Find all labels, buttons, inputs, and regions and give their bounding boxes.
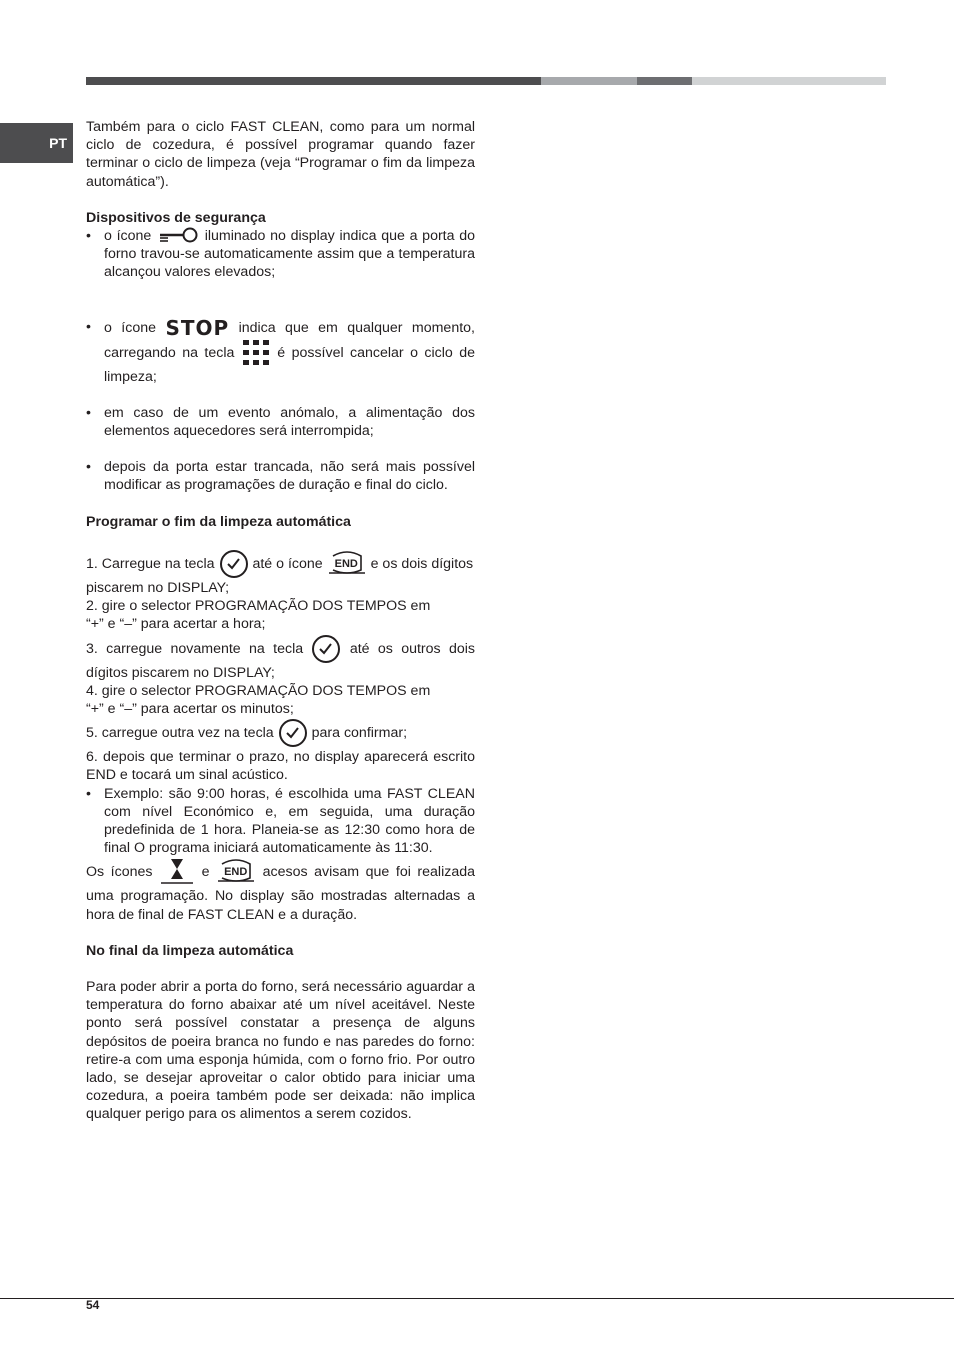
end-icon: END bbox=[216, 858, 256, 886]
step-1: 1. Carregue na tecla até o ícone END e os dois dígitos piscarem no DISPLAY; bbox=[86, 549, 475, 597]
header-bar-light bbox=[541, 77, 637, 85]
hourglass-icon bbox=[159, 857, 195, 887]
intro-paragraph: Também para o ciclo FAST CLEAN, como para um normal ciclo de cozedura, é possível programar quando fazer terminar o ciclo de limpeza (veja “Programar o fim da limpeza automática”). bbox=[86, 119, 475, 190]
step-5: 5. carregue outra vez na tecla para confirmar; bbox=[86, 718, 475, 748]
final-heading: No final da limpeza automática bbox=[86, 942, 294, 959]
step-2b: “+” e “–” para acertar a hora; bbox=[86, 616, 266, 633]
final-paragraph: Para poder abrir a porta do forno, será necessário aguardar a temperatura do forno abaixar até um nível aceitável. Neste ponto será possível constatar a presença de alguns depósitos de poeira branca no fundo e nas paredes do forno: retire-a com uma esponja húmida, com o forno frio. Por outro lado, se desejar aproveitar o calor obtido para iniciar uma cozedura, a poeira também pode ser deixada: não implica qualquer perigo para os alimentos a serem cozidos. bbox=[86, 978, 475, 1123]
language-tab-label: PT bbox=[49, 135, 67, 151]
language-tab bbox=[0, 123, 73, 163]
step-4a: 4. gire o selector PROGRAMAÇÃO DOS TEMPOS em bbox=[86, 682, 431, 699]
key-icon bbox=[156, 227, 200, 245]
keypad-icon bbox=[241, 338, 271, 368]
end-icon: END bbox=[327, 550, 367, 578]
header-bar-mid bbox=[637, 77, 692, 85]
safety-bullet-key: • o ícone iluminado no display indica que a porta do forno travou-se automaticamente assim que a temperatura alcançou valores elevados; bbox=[86, 227, 475, 282]
safety-bullet-lock: • depois da porta estar trancada, não será mais possível modificar as programações de duração e final do ciclo. bbox=[86, 458, 475, 494]
stop-icon: STOP bbox=[165, 315, 230, 340]
header-bar-pale bbox=[692, 77, 886, 85]
safety-heading: Dispositivos de segurança bbox=[86, 209, 266, 226]
step-6: 6. depois que terminar o prazo, no display aparecerá escrito END e tocará um sinal acústico. bbox=[86, 749, 475, 784]
clock-icon bbox=[311, 634, 341, 664]
example-bullet: • Exemplo: são 9:00 horas, é escolhida uma FAST CLEAN com nível Económico e, em seguida, uma duração predefinida de 1 hora. Planeia-se as 12:30 como hora de final O programa iniciará automaticamente às 11:30. bbox=[86, 785, 475, 858]
icons-note: Os ícones e END acesos avisam que foi realizada uma programação. No display são mostradas alternadas a hora de final de FAST CLEAN e a duração. bbox=[86, 857, 475, 923]
safety-bullet-stop: • o ícone STOP indica que em qualquer momento, carregando na tecla é possível cancelar o ciclo de limpeza; bbox=[86, 318, 475, 386]
main-column bbox=[86, 118, 475, 1124]
step-4b: “+” e “–” para acertar os minutos; bbox=[86, 700, 294, 717]
clock-icon bbox=[278, 718, 308, 748]
step-2a: 2. gire o selector PROGRAMAÇÃO DOS TEMPOS em bbox=[86, 598, 431, 615]
program-heading: Programar o fim da limpeza automática bbox=[86, 513, 351, 530]
header-bar-dark bbox=[86, 77, 541, 85]
step-3: 3. carregue novamente na tecla até os outros dois dígitos piscarem no DISPLAY; bbox=[86, 634, 475, 682]
clock-icon bbox=[219, 549, 249, 579]
page-number: 54 bbox=[86, 1298, 100, 1312]
safety-bullet-power: • em caso de um evento anómalo, a alimentação dos elementos aquecedores será interrompida; bbox=[86, 404, 475, 440]
footer-rule bbox=[0, 1298, 954, 1299]
